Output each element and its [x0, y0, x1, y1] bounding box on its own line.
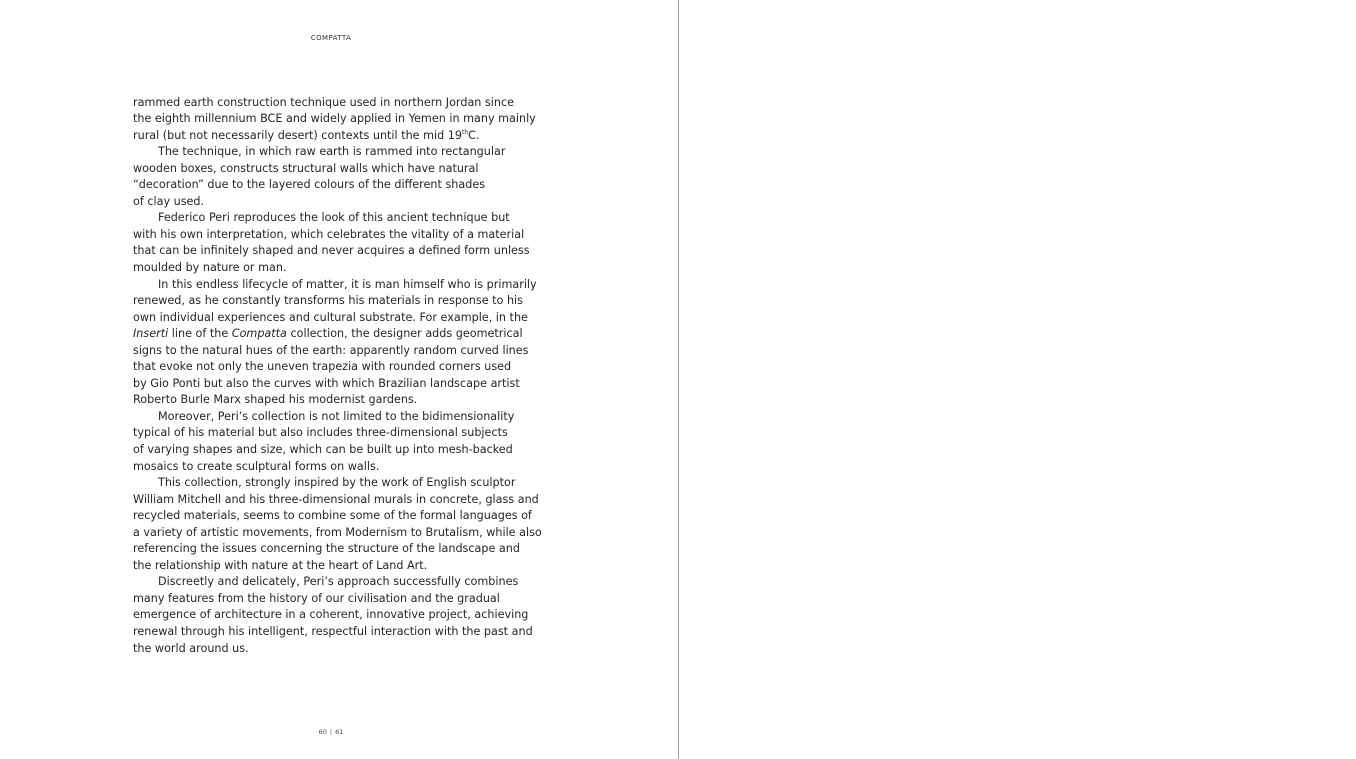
text-line: the eighth millennium BCE and widely applied in Yemen in many mainly	[133, 112, 536, 126]
text-line: a variety of artistic movements, from Modernism to Brutalism, while also	[133, 525, 542, 539]
text-line: with his own interpretation, which celebrates the vitality of a material	[133, 227, 525, 241]
page-number-right: 61	[335, 728, 344, 736]
text-line: renewed, as he constantly transforms his materials in response to his	[133, 294, 523, 308]
right-page-blank	[679, 0, 1356, 759]
text-span: line of the	[168, 327, 232, 341]
page-number-left: 60	[318, 728, 327, 736]
text-line: referencing the issues concerning the structure of the landscape and	[133, 542, 520, 556]
page-numbers	[0, 728, 662, 736]
paragraph-start-line: Moreover, Peri’s collection is not limited to the bidimensionality	[158, 409, 515, 423]
text-line: that can be infinitely shaped and never acquires a defined form unless	[133, 244, 530, 258]
text-line: typical of his material but also includes three-dimensional subjects	[133, 426, 508, 440]
text-line: moulded by nature or man.	[133, 260, 287, 274]
text-line: renewal through his intelligent, respectful interaction with the past and	[133, 625, 533, 638]
text-line: the world around us.	[133, 641, 249, 655]
text-span: rural (but not necessarily desert) contexts until the mid 19	[133, 128, 463, 142]
text-line: mosaics to create sculptural forms on walls.	[133, 459, 380, 473]
text-line: emergence of architecture in a coherent, innovative project, achieving	[133, 608, 529, 622]
italic-title-inserti: Inserti	[133, 327, 169, 341]
text-line: “decoration” due to the layered colours of the different shades	[133, 178, 486, 192]
paragraph-start-line: This collection, strongly inspired by the work of English sculptor	[158, 476, 516, 490]
italic-title-compatta: Compatta	[231, 327, 287, 341]
text-line	[133, 128, 553, 145]
superscript-ordinal: th	[462, 128, 469, 136]
paragraph-start-line: Discreetly and delicately, Peri’s approach successfully combines	[158, 575, 519, 589]
running-head: COMPATTA	[310, 34, 352, 42]
text-line: by Gio Ponti but also the curves with which Brazilian landscape artist	[133, 376, 520, 390]
text-line	[133, 326, 553, 343]
text-line: recycled materials, seems to combine some of the formal languages of	[133, 509, 532, 523]
text-line: Roberto Burle Marx shaped his modernist gardens.	[133, 393, 418, 407]
text-line: rammed earth construction technique used in northern Jordan since	[133, 95, 515, 109]
text-line: that evoke not only the uneven trapezia with rounded corners used	[133, 360, 512, 374]
page-number-separator: |	[329, 728, 333, 736]
text-line: the relationship with nature at the heart of Land Art.	[133, 558, 428, 572]
text-line: of clay used.	[133, 194, 205, 208]
text-span: collection, the designer adds geometrical	[286, 327, 523, 341]
paragraph-start-line: The technique, in which raw earth is rammed into rectangular	[158, 145, 506, 159]
paragraph-start-line: In this endless lifecycle of matter, it is man himself who is primarily	[158, 277, 537, 291]
text-line: wooden boxes, constructs structural walls which have natural	[133, 161, 479, 175]
text-line: own individual experiences and cultural substrate. For example, in the	[133, 310, 528, 324]
paragraph-start-line: Federico Peri reproduces the look of this ancient technique but	[158, 211, 510, 225]
text-span: C.	[468, 128, 480, 142]
body-text	[133, 95, 553, 658]
text-line: William Mitchell and his three-dimensional murals in concrete, glass and	[133, 492, 539, 506]
text-line: of varying shapes and size, which can be built up into mesh-backed	[133, 442, 513, 456]
text-line: signs to the natural hues of the earth: apparently random curved lines	[133, 343, 529, 357]
text-line: many features from the history of our civilisation and the gradual	[133, 591, 500, 605]
